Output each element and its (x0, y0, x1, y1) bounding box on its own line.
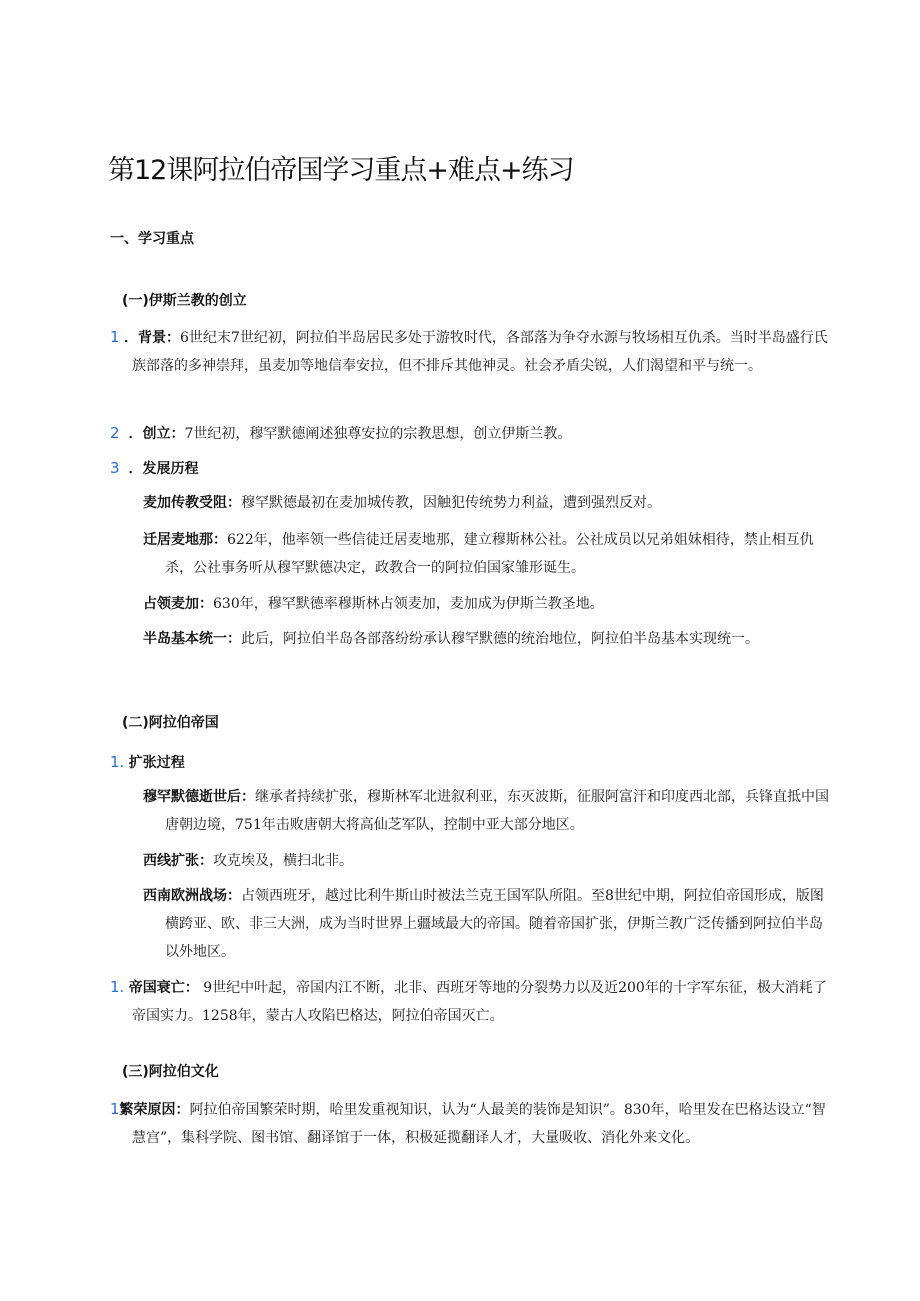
list-item (110, 1095, 832, 1152)
sub-item-text: 攻克埃及，横扫北非。 (213, 853, 353, 869)
sub-item-text: 继承者持续扩张，穆斯林军北进叙利亚，东灭波斯，征服阿富汗和印度西北部，兵锋直抵中国唐朝边境，751年击败唐朝大将高仙芝军队，控制中亚大部分地区。 (165, 789, 829, 833)
item-text: 阿拉伯帝国繁荣时期，哈里发重视知识，认为“人最美的装饰是知识”。830年，哈里发在巴格达设立“智慧宫”，集科学院、图书馆、翻译馆于一体，积极延揽翻译人才，大量吸收、消化外来文化。 (132, 1102, 826, 1146)
sub-item (143, 526, 830, 582)
sub-item-text: 此后，阿拉伯半岛各部落纷纷承认穆罕默德的统治地位，阿拉伯半岛基本实现统一。 (241, 631, 759, 647)
item-label: ．发展历程 (128, 461, 199, 477)
sub-item (143, 847, 830, 875)
item-number: 1. (110, 978, 125, 996)
list-item (110, 454, 810, 483)
subsection-heading-1: (一)伊斯兰教的创立 (122, 293, 247, 309)
section-heading: 一、学习重点 (110, 231, 194, 247)
item-label: ．创立： (128, 426, 185, 442)
sub-item-label: 穆罕默德逝世后： (143, 789, 255, 805)
sub-item-label: 迁居麦地那： (143, 532, 227, 548)
sub-item-text: 穆罕默德最初在麦加城传教，因触犯传统势力利益，遭到强烈反对。 (241, 495, 661, 511)
item-number: 3 (110, 459, 120, 477)
sub-item-label: 半岛基本统一： (143, 631, 241, 647)
list-item (110, 323, 832, 380)
subsection-heading-2: (二)阿拉伯帝国 (122, 715, 219, 731)
item-number: 1. (110, 753, 125, 771)
item-number: 1 (110, 328, 120, 346)
item-text: 7世纪初，穆罕默德阐述独尊安拉的宗教思想，创立伊斯兰教。 (184, 426, 572, 442)
page-title: 第12课阿拉伯帝国学习重点+难点+练习 (108, 155, 574, 186)
sub-item-text: 630年，穆罕默德率穆斯林占领麦加，麦加成为伊斯兰教圣地。 (213, 596, 604, 612)
sub-item (143, 489, 830, 517)
item-text: 9世纪中叶起，帝国内江不断，北非、西班牙等地的分裂势力以及近200年的十字军东征，极大消耗了帝国实力。1258年，蒙古人攻陷巴格达，阿拉伯帝国灭亡。 (132, 980, 827, 1024)
sub-item-label: 占领麦加： (143, 596, 213, 612)
list-item (110, 419, 810, 448)
sub-item (143, 590, 830, 618)
sub-item (143, 625, 830, 653)
item-number: 2 (110, 424, 120, 442)
list-item (110, 973, 832, 1030)
sub-item-label: 西线扩张： (143, 853, 213, 869)
item-label: 繁荣原因： (119, 1102, 190, 1118)
item-number: 1 (110, 1100, 120, 1118)
sub-item-text: 占领西班牙，越过比利牛斯山时被法兰克王国军队所阻。至8世纪中期，阿拉伯帝国形成，版图横跨亚、欧、非三大洲，成为当时世界上疆域最大的帝国。随着帝国扩张，伊斯兰教广泛传播到阿拉伯半岛以外地区。 (165, 888, 824, 960)
sub-item-text: 622年，他率领一些信徒迁居麦地那，建立穆斯林公社。公社成员以兄弟姐妹相待，禁止相互仇杀，公社事务听从穆罕默德决定，政教合一的阿拉伯国家雏形诞生。 (165, 532, 814, 576)
item-label: ．背景： (124, 330, 180, 346)
item-label: 扩张过程 (128, 755, 185, 771)
subsection-heading-3: (三)阿拉伯文化 (122, 1064, 219, 1080)
sub-item-label: 西南欧洲战场： (143, 888, 241, 904)
item-label: 帝国衰亡： (128, 980, 199, 996)
sub-item (143, 882, 830, 966)
item-text: 6世纪末7世纪初，阿拉伯半岛居民多处于游牧时代，各部落为争夺水源与牧场相互仇杀。当时半岛盛行氏族部落的多神崇拜，虽麦加等地信奉安拉，但不排斥其他神灵。社会矛盾尖锐，人们渴望和平与统一。 (132, 330, 828, 374)
sub-item (143, 783, 830, 839)
sub-item-label: 麦加传教受阻： (143, 495, 241, 511)
list-item (110, 748, 810, 777)
